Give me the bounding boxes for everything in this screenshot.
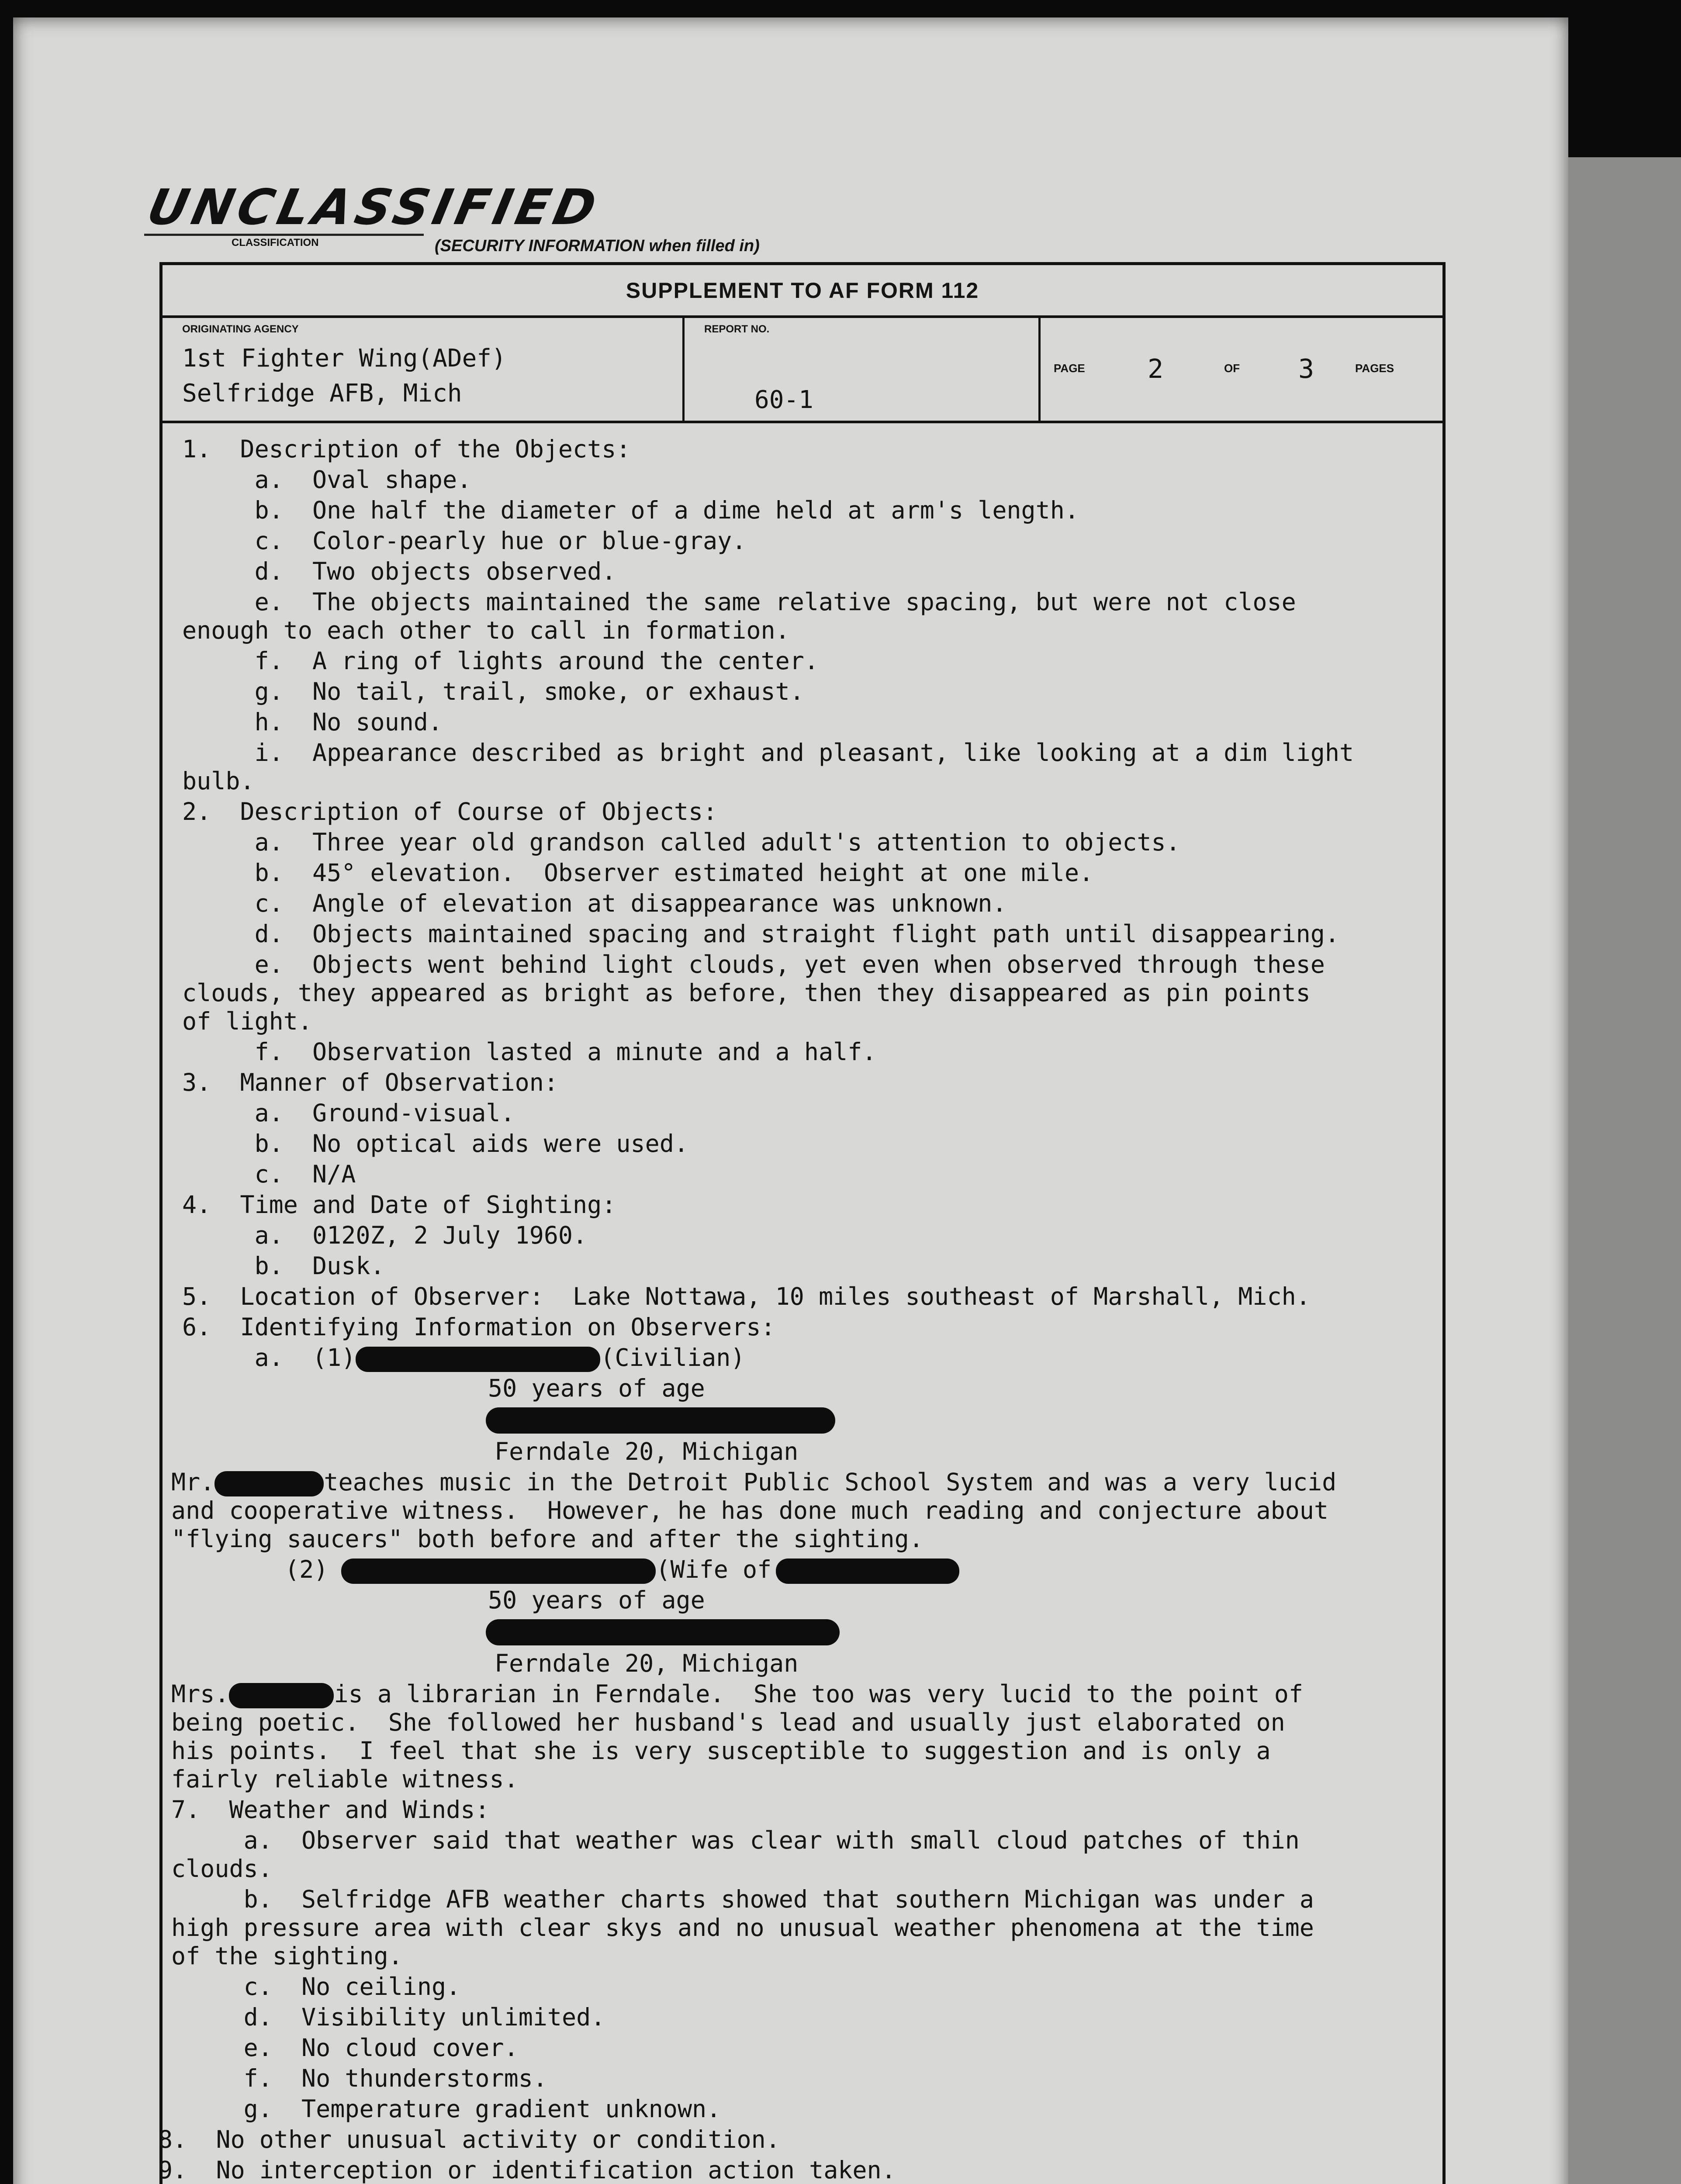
- redaction-mark: [356, 1347, 600, 1372]
- body-line: f. Observation lasted a minute and a half.: [182, 1038, 877, 1066]
- body-line: clouds.: [171, 1855, 273, 1883]
- body-line: d. Two objects observed.: [182, 557, 616, 585]
- body-line: "flying saucers" both before and after the sighting.: [171, 1525, 924, 1553]
- body-line: of the sighting.: [171, 1942, 403, 1970]
- body-line: f. No thunderstorms.: [171, 2064, 547, 2092]
- body-line: a. Ground-visual.: [182, 1099, 515, 1127]
- body-line: h. No sound.: [182, 708, 443, 736]
- report-number-value: 60-1: [754, 386, 813, 414]
- form-title: SUPPLEMENT TO AF FORM 112: [626, 278, 979, 303]
- originating-agency-cell: [163, 318, 685, 421]
- redaction-mark: [776, 1559, 959, 1584]
- pages-label: PAGES: [1355, 362, 1394, 375]
- body-line: c. Color-pearly hue or blue-gray.: [182, 527, 747, 555]
- body-line: e. The objects maintained the same relative spacing, but were not close: [182, 588, 1296, 616]
- section-heading: 4. Time and Date of Sighting:: [182, 1191, 616, 1219]
- body-line: being poetic. She followed her husband's lead and usually just elaborated on: [171, 1708, 1285, 1736]
- body-line: his points. I feel that she is very susceptible to suggestion and is only a: [171, 1737, 1271, 1765]
- body-line: c. No ceiling.: [171, 1973, 461, 2001]
- form-title-row: [163, 265, 1442, 318]
- observer-2-description: Mrs. is a librarian in Ferndale. She too was very lucid to the point of: [171, 1680, 1304, 1708]
- body-line: b. No optical aids were used.: [182, 1130, 688, 1158]
- security-caption-top: (SECURITY INFORMATION when filled in): [435, 237, 760, 255]
- form-box: [159, 262, 1446, 2184]
- section-heading: 9. No interception or identification action taken.: [158, 2156, 896, 2184]
- page-count-cell: [1041, 318, 1442, 421]
- redaction-mark: [229, 1683, 334, 1708]
- observer-1-number: a. (1): [182, 1344, 356, 1372]
- classification-underline: [144, 234, 424, 236]
- body-line: a. 0120Z, 2 July 1960.: [182, 1221, 588, 1249]
- body-line: of light.: [182, 1007, 313, 1035]
- body-line: enough to each other to call in formation.: [182, 616, 790, 644]
- section-heading: 1. Description of the Objects:: [182, 435, 631, 463]
- body-line: b. 45° elevation. Observer estimated height at one mile.: [182, 859, 1094, 887]
- observer-1-city: Ferndale 20, Michigan: [495, 1438, 799, 1465]
- body-line: high pressure area with clear skys and no unusual weather phenomena at the time: [171, 1914, 1314, 1942]
- scan-edge-band: [1568, 157, 1681, 2184]
- observer-1-description: Mr. teaches music in the Detroit Public School System and was a very lucid: [171, 1468, 1337, 1496]
- observer-2-line: (2) (Wife of: [285, 1556, 959, 1584]
- observer-2-age: 50 years of age: [488, 1586, 705, 1614]
- redaction-mark: [214, 1471, 324, 1496]
- agency-line-1: 1st Fighter Wing(ADef): [182, 344, 506, 373]
- agency-line-2: Selfridge AFB, Mich: [182, 379, 462, 408]
- classification-caption: CLASSIFICATION: [232, 237, 319, 249]
- body-line: and cooperative witness. However, he has done much reading and conjecture about: [171, 1496, 1329, 1524]
- body-line: c. N/A: [182, 1160, 356, 1188]
- observer-1-line: [182, 1344, 745, 1372]
- handwritten-classification: UNCLASSIFIED: [142, 179, 605, 236]
- body-line: g. No tail, trail, smoke, or exhaust.: [182, 677, 804, 705]
- body-line: b. Selfridge AFB weather charts showed that southern Michigan was under a: [171, 1885, 1314, 1913]
- section-heading: 6. Identifying Information on Observers:: [182, 1313, 775, 1341]
- body-line: bulb.: [182, 767, 255, 795]
- page-total: 3: [1298, 354, 1314, 384]
- body-line: g. Temperature gradient unknown.: [171, 2095, 721, 2123]
- redaction-mark: [341, 1559, 656, 1584]
- body-line: clouds, they appeared as bright as before, then they disappeared as pin points: [182, 979, 1311, 1007]
- body-line: a. Observer said that weather was clear with small cloud patches of thin: [171, 1826, 1300, 1854]
- body-line: a. Three year old grandson called adult's attention to objects.: [182, 828, 1180, 856]
- section-heading: 2. Description of Course of Objects:: [182, 798, 718, 826]
- report-number-cell: [685, 318, 1041, 421]
- page-label: PAGE: [1054, 362, 1085, 375]
- body-line: c. Angle of elevation at disappearance was unknown.: [182, 889, 1007, 917]
- observer-2-city: Ferndale 20, Michigan: [495, 1649, 799, 1677]
- body-line: a. Oval shape.: [182, 466, 472, 494]
- form-header-row: [163, 318, 1442, 423]
- body-line: e. Objects went behind light clouds, yet even when observed through these: [182, 950, 1325, 978]
- of-label: OF: [1224, 362, 1240, 375]
- body-line: e. No cloud cover.: [171, 2034, 519, 2062]
- observer-1-age: 50 years of age: [488, 1374, 705, 1402]
- originating-agency-label: ORIGINATING AGENCY: [182, 323, 299, 335]
- section-heading: 8. No other unusual activity or condition.: [158, 2125, 780, 2153]
- observer-1-status: (Civilian): [600, 1344, 745, 1372]
- body-line: f. A ring of lights around the center.: [182, 647, 819, 675]
- body-line: fairly reliable witness.: [171, 1765, 519, 1793]
- body-line: b. Dusk.: [182, 1252, 385, 1280]
- section-heading: 7. Weather and Winds:: [171, 1796, 490, 1824]
- report-body: [158, 427, 1442, 2184]
- page-number: 2: [1148, 354, 1164, 384]
- report-number-label: REPORT NO.: [704, 323, 770, 335]
- body-line: i. Appearance described as bright and pleasant, like looking at a dim light: [182, 739, 1354, 767]
- section-heading: 5. Location of Observer: Lake Nottawa, 10 miles southeast of Marshall, Mich.: [182, 1282, 1311, 1310]
- redaction-mark: [486, 1619, 840, 1645]
- body-line: d. Objects maintained spacing and straight flight path until disappearing.: [182, 920, 1340, 948]
- body-line: d. Visibility unlimited.: [171, 2003, 605, 2031]
- section-heading: 3. Manner of Observation:: [182, 1068, 558, 1096]
- body-line: b. One half the diameter of a dime held at arm's length.: [182, 496, 1079, 524]
- redaction-mark: [486, 1407, 835, 1434]
